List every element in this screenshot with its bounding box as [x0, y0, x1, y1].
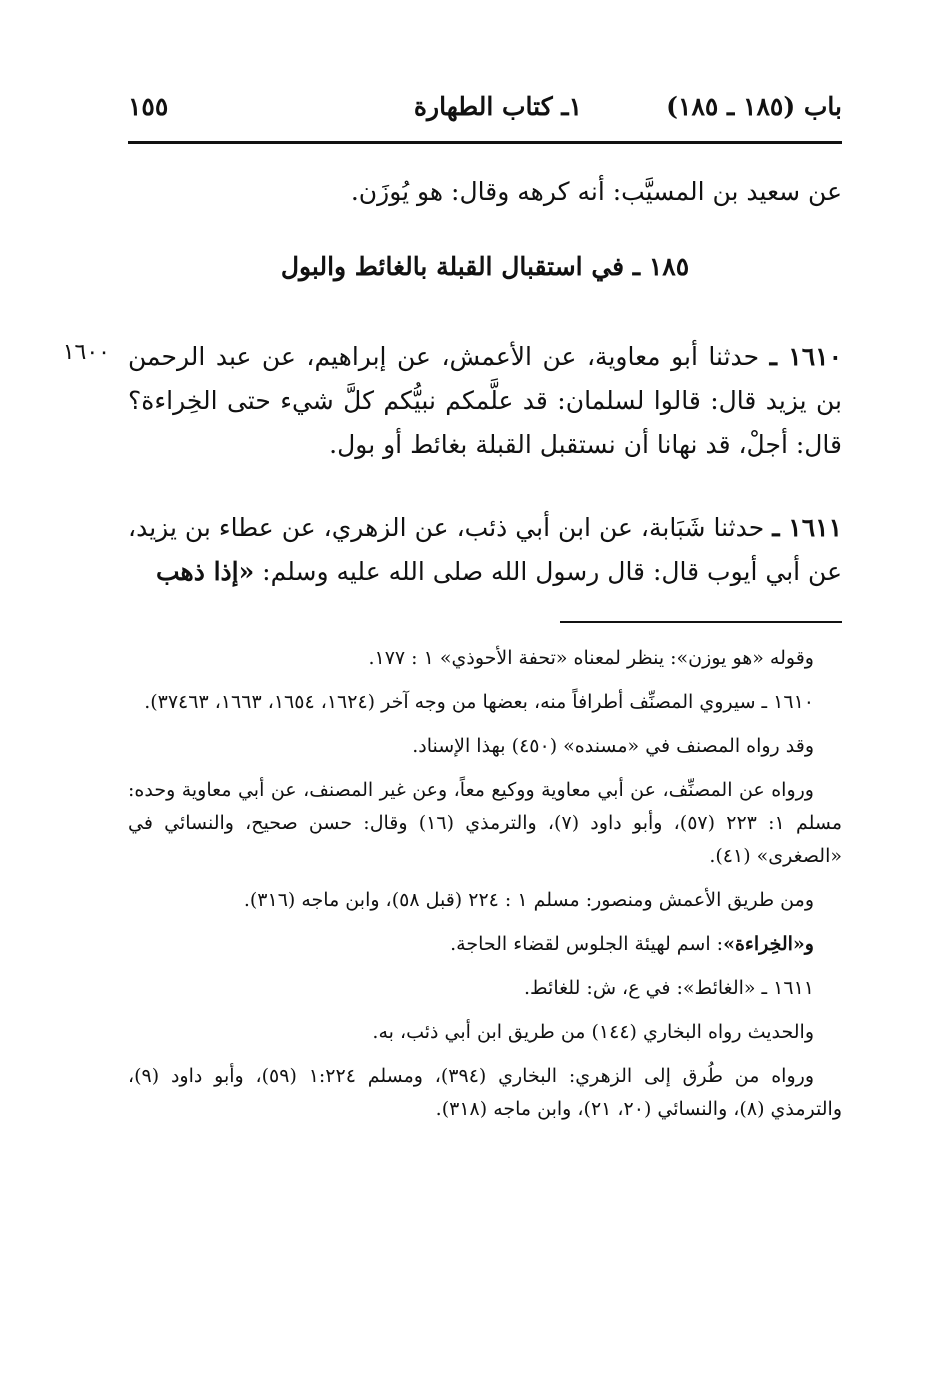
- footnote: [128, 972, 842, 1005]
- hadith-text-bold: «إذا ذهب: [156, 557, 255, 586]
- hadith-number: ١٦١٠ ـ: [769, 342, 842, 371]
- footnote: [128, 642, 842, 675]
- section-title: ١٨٥ ـ في استقبال القبلة بالغائط والبول: [280, 252, 690, 281]
- intro-line: عن سعيد بن المسيَّب: أنه كرهه وقال: هو يُوزَن.: [350, 177, 842, 206]
- margin-number: ١٦٠٠: [62, 340, 110, 365]
- footnote-text: والحديث رواه البخاري (١٤٤) من طريق ابن أبي ذئب، به.: [372, 1021, 814, 1043]
- footnote-lead: و«الخِراءة»: [723, 933, 814, 955]
- footnotes: [128, 642, 842, 1137]
- running-title: باب (١٨٥ ـ ١٨٥): [666, 92, 842, 121]
- footnote-rule: [560, 621, 842, 623]
- footnote-text: : اسم لهيئة الجلوس لقضاء الحاجة.: [450, 933, 724, 955]
- footnote: [128, 686, 842, 719]
- hadith-text: حدثنا شَبَابة، عن ابن أبي ذئب، عن الزهري، عن عطاء بن يزيد، عن أبي أيوب قال: قال رسول الله صلى الله عليه وسلم:: [128, 513, 842, 586]
- footnote: [128, 884, 842, 917]
- hadith-1610: [128, 335, 842, 467]
- footnote: [128, 1016, 842, 1049]
- hadith-1611: [128, 506, 842, 594]
- footnote: [128, 730, 842, 763]
- footnote-text: ومن طريق الأعمش ومنصور: مسلم ١ : ٢٢٤ (قبل ٥٨)، وابن ماجه (٣١٦).: [243, 889, 814, 911]
- hadith-text: حدثنا أبو معاوية، عن الأعمش، عن إبراهيم، عن عبد الرحمن بن يزيد قال: قالوا لسلمان: قد علَّمكم نبيُّكم كلَّ شيء حتى الخِراءة؟ قال: أجلْ، قد نهانا أن نستقبل القبلة بغائط أو بول.: [128, 342, 842, 459]
- page-header: [128, 92, 842, 132]
- footnote-text: وقد رواه المصنف في «مسنده» (٤٥٠) بهذا الإسناد.: [412, 735, 814, 757]
- hadith-number: ١٦١١ ـ: [772, 513, 842, 542]
- footnote-text: وقوله «هو يوزن»: ينظر لمعناه «تحفة الأحوذي» ١ : ١٧٧.: [368, 647, 814, 669]
- footnote-text: ١٦١٠ ـ سيروي المصنِّف أطرافاً منه، بعضها من وجه آخر (١٦٢٤، ١٦٥٤، ١٦٦٣، ٣٧٤٦٣).: [144, 691, 814, 713]
- header-rule: [128, 141, 842, 144]
- footnote: [128, 774, 842, 873]
- footnote-text: ورواه عن المصنِّف، عن أبي معاوية ووكيع معاً، وعن غير المصنف، عن أبي معاوية وحده: مسلم ١: ٢٢٣ (٥٧)، وأبو داود (٧)، والترمذي (١٦) وقال: حسن صحيح، والنسائي في «الصغرى» (٤١).: [128, 779, 843, 867]
- footnote-text: ١٦١١ ـ «الغائط»: في ع، ش: للغائط.: [523, 977, 814, 999]
- book-title: ١ـ كتاب الطهارة: [413, 92, 583, 121]
- page-number: ١٥٥: [128, 92, 169, 121]
- footnote-text: ورواه من طُرق إلى الزهري: البخاري (٣٩٤)، ومسلم ١:٢٢٤ (٥٩)، وأبو داود (٩)، والترمذي (٨)، والنسائي (٢٠، ٢١)، وابن ماجه (٣١٨).: [128, 1065, 842, 1120]
- footnote: [128, 928, 842, 961]
- footnote: [128, 1060, 842, 1126]
